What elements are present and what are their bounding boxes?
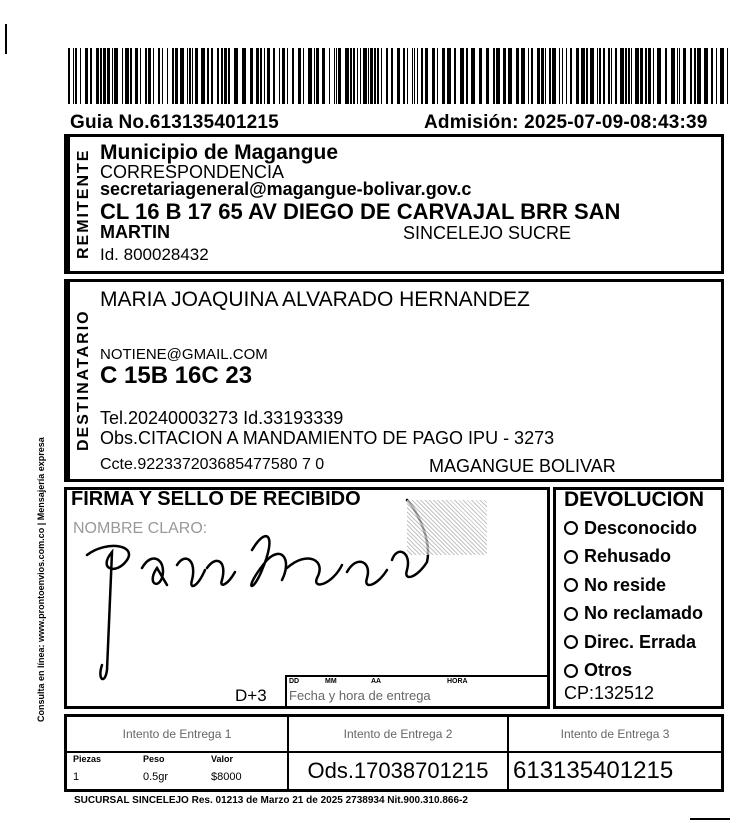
- barcode-bar: [683, 48, 686, 104]
- destinatario-city: MAGANGUE BOLIVAR: [429, 456, 616, 476]
- barcode-bar: [73, 48, 74, 104]
- remitente-address-2: MARTIN: [100, 222, 170, 242]
- barcode-bar: [657, 48, 661, 104]
- peso-label: Peso: [143, 754, 165, 764]
- peso-value: 0.5gr: [143, 771, 169, 783]
- barcode-bar: [360, 48, 361, 104]
- barcode-bar: [690, 48, 692, 104]
- devolucion-option-label: Otros: [584, 660, 633, 681]
- barcode-bar: [287, 48, 288, 104]
- barcode-bar: [211, 48, 213, 104]
- barcode-bar: [414, 48, 415, 104]
- barcode-bar: [279, 48, 280, 104]
- circle-icon: [564, 521, 578, 535]
- barcode-bar: [425, 48, 428, 104]
- destinatario-name: MARIA JOAQUINA ALVARADO HERNANDEZ: [100, 288, 530, 311]
- barcode-bar: [603, 48, 605, 104]
- barcode-bar: [590, 48, 594, 104]
- barcode-bar: [260, 48, 262, 104]
- barcode-bar: [345, 48, 349, 104]
- barcode-bar: [653, 48, 654, 104]
- fecha-entrega-field: [285, 675, 550, 707]
- barcode-bar: [68, 48, 70, 104]
- barcode-bar: [386, 48, 388, 104]
- barcode-bar: [377, 48, 379, 104]
- remitente-email: secretariageneral@magangue-bolivar.gov.c: [100, 179, 472, 199]
- barcode-bar: [316, 48, 319, 104]
- barcode-bar: [256, 48, 259, 104]
- circle-icon: [564, 550, 578, 564]
- barcode-bar: [508, 48, 512, 104]
- circle-icon: [564, 607, 578, 621]
- barcode-bar: [167, 48, 168, 104]
- barcode-bar: [228, 48, 230, 104]
- fecha-hora: HORA: [447, 678, 468, 685]
- destinatario-address: C 15B 16C 23: [100, 362, 253, 389]
- destinatario-label: DESTINATARIO: [67, 282, 98, 479]
- barcode-bar: [704, 48, 708, 104]
- barcode-bar: [75, 48, 77, 104]
- nombre-claro-label: NOMBRE CLARO:: [73, 520, 208, 537]
- fecha-mm: MM: [325, 678, 337, 685]
- barcode-bar: [85, 48, 88, 104]
- barcode-bar: [96, 48, 99, 104]
- barcode-bar: [442, 48, 445, 104]
- ods-number: Ods.17038701215: [289, 753, 509, 789]
- firma-box: [64, 487, 550, 709]
- barcode-bar: [250, 48, 253, 104]
- devolucion-option-label: No reclamado: [584, 603, 704, 624]
- barcode-bar: [697, 48, 701, 104]
- barcode-bar: [486, 48, 489, 104]
- barcode-bar: [611, 48, 612, 104]
- scan-mark: [5, 24, 7, 54]
- barcode-bar: [403, 48, 405, 104]
- destinatario-email: NOTIENE@GMAIL.COM: [100, 346, 268, 363]
- barcode-bar: [374, 48, 376, 104]
- barcode-bar: [175, 48, 178, 104]
- devolucion-option: [564, 657, 721, 686]
- barcode-bar: [537, 48, 540, 104]
- barcode-bar: [217, 48, 219, 104]
- barcode-bar: [677, 48, 678, 104]
- barcode-bar: [640, 48, 643, 104]
- barcode-bar: [528, 48, 529, 104]
- barcode-bar: [234, 48, 238, 104]
- barcode-bar: [357, 48, 358, 104]
- barcode-bar: [432, 48, 435, 104]
- barcode-bar: [671, 48, 675, 104]
- barcode-bar: [581, 48, 585, 104]
- devolucion-option: [564, 543, 721, 572]
- barcode-bar: [531, 48, 533, 104]
- sidebar-consulta-text: Consulta en línea: www.prontoenvios.com.co | Mensajería expresa: [36, 437, 46, 723]
- barcode-bar: [107, 48, 110, 104]
- barcode-bar: [421, 48, 423, 104]
- barcode-bar: [267, 48, 270, 104]
- barcode-bar: [334, 48, 335, 104]
- barcode-bar: [368, 48, 369, 104]
- devolucion-option-label: Desconocido: [584, 517, 698, 538]
- codigo-postal: CP:132512: [564, 683, 655, 703]
- barcode-bar: [322, 48, 325, 104]
- barcode-bar: [727, 48, 728, 104]
- barcode-bar: [566, 48, 567, 104]
- barcode-bar: [187, 48, 188, 104]
- barcode-bar: [608, 48, 610, 104]
- barcode-bar: [224, 48, 227, 104]
- barcode-bar: [496, 48, 500, 104]
- intento-1: Intento de Entrega 1: [67, 717, 289, 751]
- fecha-aa: AA: [371, 678, 382, 685]
- intentos-row: [67, 717, 721, 753]
- barcode-bar: [471, 48, 475, 104]
- barcode-bar: [460, 48, 464, 104]
- barcode-bar: [221, 48, 223, 104]
- bottom-table: [64, 714, 724, 792]
- barcode-bar: [628, 48, 630, 104]
- barcode-bar: [338, 48, 341, 104]
- firma-title: FIRMA Y SELLO DE RECIBIDO: [71, 488, 361, 510]
- barcode-bar: [148, 48, 151, 104]
- d-plus-3: D+3: [235, 686, 267, 705]
- barcode-bar: [162, 48, 163, 104]
- devolucion-option: [564, 514, 721, 543]
- destinatario-ccte: Ccte.922337203685477580 7 0: [100, 456, 325, 473]
- barcode-bar: [493, 48, 495, 104]
- intento-3: Intento de Entrega 3: [560, 727, 670, 741]
- barcode-bar: [466, 48, 468, 104]
- barcode-bar: [363, 48, 367, 104]
- remitente-id: Id. 800028432: [100, 245, 209, 264]
- barcode-bar: [350, 48, 352, 104]
- barcode-bar: [207, 48, 209, 104]
- barcode-bar: [273, 48, 275, 104]
- guia-number: Guia No.613135401215: [70, 112, 279, 133]
- barcode-bar: [158, 48, 160, 104]
- remitente-dept: CORRESPONDENCIA: [100, 162, 285, 182]
- devolucion-option: [564, 628, 721, 657]
- barcode-bar: [336, 48, 337, 104]
- barcode-bar: [90, 48, 92, 104]
- barcode-bar: [521, 48, 525, 104]
- barcode-bar: [516, 48, 519, 104]
- barcode-bar: [381, 48, 382, 104]
- barcode-bar: [437, 48, 438, 104]
- barcode-bar: [122, 48, 123, 104]
- barcode-bar: [503, 48, 506, 104]
- devolucion-option-label: No reside: [584, 574, 667, 595]
- barcode-bar: [620, 48, 624, 104]
- barcode-bar: [645, 48, 647, 104]
- devolucion-option-label: Rehusado: [584, 546, 672, 567]
- barcode-bar: [552, 48, 556, 104]
- barcode-bar: [80, 48, 81, 104]
- barcode-bar: [597, 48, 598, 104]
- barcode-bar: [711, 48, 713, 104]
- barcode-bar: [391, 48, 393, 104]
- barcode-bar: [125, 48, 129, 104]
- barcode-bar: [631, 48, 632, 104]
- barcode-bar: [298, 48, 301, 104]
- barcode-bar: [282, 48, 285, 104]
- barcode-bar: [586, 48, 588, 104]
- devolucion-option: [564, 600, 721, 629]
- barcode-bar: [412, 48, 413, 104]
- barcode-bar: [479, 48, 482, 104]
- destinatario-tel: Tel.20240003273 Id.33193339: [100, 408, 344, 428]
- circle-icon: [564, 664, 578, 678]
- barcode-bar: [694, 48, 696, 104]
- barcode-bar: [665, 48, 667, 104]
- barcode-bar: [599, 48, 601, 104]
- barcode-bar: [314, 48, 315, 104]
- barcode-bar: [447, 48, 451, 104]
- barcode-bar: [130, 48, 132, 104]
- barcode-bar: [292, 48, 294, 104]
- remitente-city: SINCELEJO SUCRE: [403, 223, 572, 243]
- barcode-bar: [576, 48, 579, 104]
- devolucion-box: [553, 487, 724, 709]
- valor-value: $8000: [211, 771, 242, 783]
- devolucion-title: DEVOLUCION: [564, 488, 705, 511]
- barcode-bar: [541, 48, 544, 104]
- barcode-bar: [625, 48, 627, 104]
- footer-sucursal: SUCURSAL SINCELEJO Res. 01213 de Marzo 21 de 2025 2738934 Nit.900.310.866-2: [74, 795, 468, 806]
- stamp-pattern: [407, 500, 487, 555]
- barcode-bar: [112, 48, 113, 104]
- barcode-bar: [716, 48, 717, 104]
- fecha-label: Fecha y hora de entrega: [289, 688, 431, 703]
- barcode-bar: [195, 48, 198, 104]
- barcode-bar: [679, 48, 680, 104]
- barcode-bar: [329, 48, 330, 104]
- barcode-bar: [303, 48, 304, 104]
- devolucion-options: [564, 514, 721, 685]
- admision-timestamp: Admisión: 2025-07-09-08:43:39: [424, 112, 708, 133]
- barcode-bar: [103, 48, 106, 104]
- barcode-bar: [192, 48, 193, 104]
- barcode-bar: [242, 48, 246, 104]
- barcode-bar: [264, 48, 265, 104]
- intento-2: Intento de Entrega 2: [289, 717, 509, 751]
- barcode-bar: [180, 48, 184, 104]
- barcode-bar: [135, 48, 138, 104]
- piezas-label: Piezas: [73, 754, 102, 764]
- barcode-bar: [114, 48, 118, 104]
- barcode-bar: [201, 48, 205, 104]
- barcode-bar: [407, 48, 408, 104]
- barcode-bar: [648, 48, 651, 104]
- circle-icon: [564, 578, 578, 592]
- barcode-bar: [153, 48, 154, 104]
- barcode-bar: [545, 48, 546, 104]
- envio-detalle: [67, 753, 289, 789]
- barcode-bar: [417, 48, 418, 104]
- remitente-box: [64, 134, 724, 274]
- remitente-address: CL 16 B 17 65 AV DIEGO DE CARVAJAL BRR SAN: [100, 199, 621, 224]
- barcode-bar: [145, 48, 147, 104]
- detalle-row: [67, 753, 721, 789]
- barcode: [68, 48, 728, 104]
- barcode-bar: [570, 48, 572, 104]
- barcode-bar: [397, 48, 400, 104]
- guia-number-large: 613135401215: [513, 757, 674, 784]
- barcode-bar: [370, 48, 373, 104]
- piezas-value: 1: [73, 771, 80, 783]
- destinatario-box: [64, 279, 724, 482]
- circle-icon: [564, 635, 578, 649]
- barcode-bar: [189, 48, 191, 104]
- barcode-bar: [353, 48, 355, 104]
- barcode-bar: [615, 48, 617, 104]
- destinatario-obs: Obs.CITACION A MANDAMIENTO DE PAGO IPU - 3273: [100, 428, 555, 448]
- devolucion-option: [564, 571, 721, 600]
- scan-mark-bottom: [690, 818, 730, 820]
- barcode-bar: [549, 48, 551, 104]
- barcode-bar: [308, 48, 312, 104]
- remitente-name: Municipio de Magangue: [100, 141, 339, 164]
- valor-label: Valor: [211, 754, 234, 764]
- barcode-bar: [172, 48, 174, 104]
- remitente-label: REMITENTE: [67, 137, 98, 271]
- barcode-bar: [559, 48, 560, 104]
- barcode-bar: [100, 48, 102, 104]
- devolucion-option-label: Direc. Errada: [584, 631, 697, 652]
- fecha-dd: DD: [289, 678, 300, 685]
- barcode-bar: [635, 48, 639, 104]
- barcode-bar: [140, 48, 141, 104]
- barcode-bar: [454, 48, 456, 104]
- barcode-bar: [720, 48, 724, 104]
- barcode-bar: [562, 48, 563, 104]
